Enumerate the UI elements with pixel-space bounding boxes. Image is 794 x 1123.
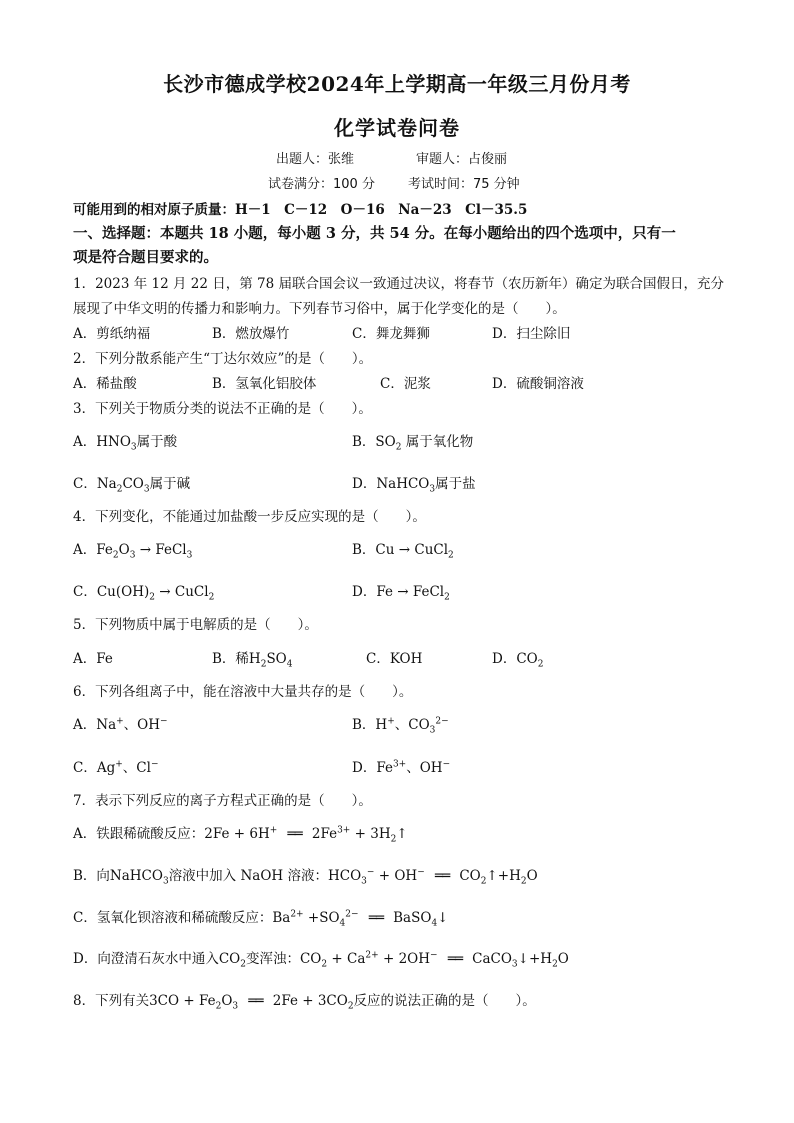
- q4-option-c: C．$Cu(OH)_2$ → CuCl$_2$: [73, 584, 215, 603]
- q5-option-a: A．Fe: [73, 651, 113, 667]
- q5-option-b: B．稀$H_2SO_4$: [212, 651, 293, 670]
- q3-option-a: A．$HNO_3$属于酸: [73, 434, 178, 453]
- score-label: 试卷满分：100 分: [268, 177, 375, 192]
- q3-stem: 3．下列关于物质分类的说法不正确的是（ ）。: [73, 401, 372, 417]
- q1-stem-line2: 展现了中华文明的传播力和影响力。下列春节习俗中，属于化学变化的是（ ）。: [73, 301, 566, 317]
- q7-stem: 7．表示下列反应的离子方程式正确的是（ ）。: [73, 793, 372, 809]
- equals-sign: ══: [287, 826, 302, 842]
- q4-option-b: B．Cu → CuCl$_2$: [352, 542, 454, 561]
- q7-option-b: B．向NaHCO$_3$溶液中加入 NaOH 溶液：$HCO_3^- + OH^-$ ══ $CO_2↑+H_2O$: [73, 867, 538, 887]
- equals-sign: ══: [447, 951, 462, 967]
- author-label: 出题人：张维: [276, 152, 355, 167]
- atomic-mass-line: 可能用到的相对原子质量：H－1 C－12 O－16 Na－23 Cl－35.5: [73, 202, 528, 218]
- q3-option-c: C．$Na_2CO_3$属于碱: [73, 476, 191, 495]
- q3-option-d: D．NaHCO$_3$属于盐: [352, 476, 476, 495]
- q3-option-b: B．$SO_2$ 属于氧化物: [352, 434, 474, 453]
- q7-option-c: C．氢氧化钡溶液和稀硫酸反应：$Ba^{2+} +SO_4^{2-}$ ══ BaSO$_4$↓: [73, 909, 449, 929]
- section-heading-line2: 项是符合题目要求的。: [73, 249, 218, 266]
- q6-option-b: B．H+、$CO_3^{2-}$: [352, 716, 449, 736]
- q1-stem-line1: 1．2023 年 12 月 22 日，第 78 届联合国会议一致通过决议，将春节（农历新年）确定为联合国假日，充分: [73, 276, 725, 292]
- q5-option-d: D．$CO_2$: [492, 651, 544, 670]
- q1-option-c: C．舞龙舞狮: [352, 326, 430, 342]
- q2-stem: 2．下列分散系能产生“丁达尔效应”的是（ ）。: [73, 351, 373, 367]
- section-heading-line1: 一、选择题：本题共 18 小题，每小题 3 分，共 54 分。在每小题给出的四个选项中，只有一: [73, 225, 676, 242]
- q2-option-b: B．氢氧化铝胶体: [212, 376, 317, 392]
- equals-sign: ══: [368, 910, 383, 926]
- reviewer-label: 审题人：占俊丽: [416, 152, 508, 167]
- q4-stem: 4．下列变化，不能通过加盐酸一步反应实现的是（ ）。: [73, 509, 426, 525]
- exam-subtitle: 化学试卷问卷: [334, 116, 460, 140]
- equals-sign: ══: [434, 868, 450, 884]
- q5-option-c: C．KOH: [366, 651, 423, 667]
- q8-stem: 8．下列有关$3CO + Fe_2O_3$ ══ $2Fe + 3CO_2$反应的说法正确的是（ ）。: [73, 993, 536, 1012]
- q2-option-c: C．泥浆: [380, 376, 431, 392]
- q6-option-d: D．$Fe^{3+}$、OH−: [352, 759, 451, 776]
- q7-option-a: A．铁跟稀硫酸反应：2Fe + 6H+ ══ $2Fe^{3+}$ + $3H_2↑$: [73, 825, 408, 845]
- q6-option-a: A．Na+、OH−: [73, 716, 168, 733]
- q4-option-a: A．$Fe_2O_3$ → FeCl$_3$: [73, 542, 193, 561]
- q6-option-c: C．Ag+、Cl−: [73, 759, 159, 776]
- time-label: 考试时间：75 分钟: [408, 177, 520, 192]
- q4-option-d: D．Fe → FeCl$_2$: [352, 584, 450, 603]
- q2-option-d: D．硫酸铜溶液: [492, 376, 584, 392]
- q1-option-d: D．扫尘除旧: [492, 326, 571, 342]
- q7-option-d: D．向澄清石灰水中通入$CO_2$变浑浊：$CO_2 + Ca^{2+} + 2OH^-$ ══ $CaCO_3↓+H_2O$: [73, 950, 569, 970]
- q1-option-a: A．剪纸纳福: [73, 326, 151, 342]
- equals-sign: ══: [248, 993, 263, 1009]
- q6-stem: 6．下列各组离子中，能在溶液中大量共存的是（ ）。: [73, 684, 413, 700]
- q1-option-b: B．燃放爆竹: [212, 326, 290, 342]
- exam-title: 长沙市德成学校2024年上学期高一年级三月份月考: [163, 72, 631, 96]
- q5-stem: 5．下列物质中属于电解质的是（ ）。: [73, 617, 318, 633]
- q2-option-a: A．稀盐酸: [73, 376, 137, 392]
